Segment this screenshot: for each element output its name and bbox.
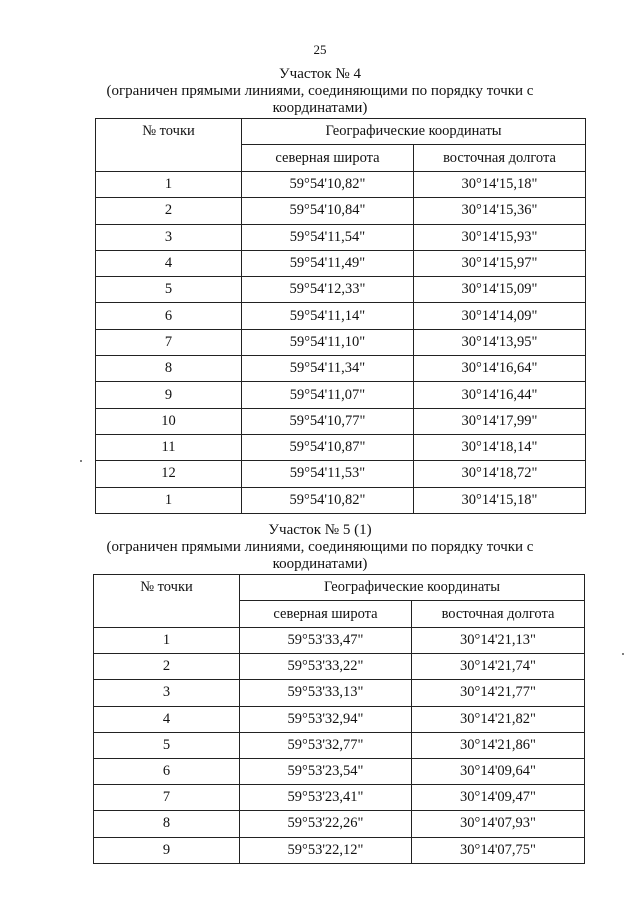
longitude-cell: 30°14'21,82" [412,706,585,732]
point-number-cell: 7 [96,329,242,355]
longitude-cell: 30°14'15,18" [414,487,586,513]
latitude-cell: 59°53'33,13" [240,680,412,706]
header-longitude: восточная долгота [412,601,585,628]
latitude-cell: 59°54'12,33" [242,277,414,303]
longitude-cell: 30°14'18,72" [414,461,586,487]
scan-speck [622,653,624,655]
point-number-cell: 12 [96,461,242,487]
table-row [94,628,585,654]
section-heading [0,66,640,117]
table-row [94,837,585,863]
latitude-cell: 59°53'22,26" [240,811,412,837]
longitude-cell: 30°14'09,64" [412,758,585,784]
point-number-cell: 6 [94,758,240,784]
table-row [96,356,586,382]
table-row [96,224,586,250]
point-number-cell: 2 [94,654,240,680]
section-title: Участок № 4 [279,66,361,82]
latitude-cell: 59°53'22,12" [240,837,412,863]
header-geo-coords: Географические координаты [240,575,585,601]
longitude-cell: 30°14'15,93" [414,224,586,250]
longitude-cell: 30°14'16,64" [414,356,586,382]
longitude-cell: 30°14'15,97" [414,250,586,276]
longitude-cell: 30°14'16,44" [414,382,586,408]
longitude-cell: 30°14'09,47" [412,785,585,811]
latitude-cell: 59°54'11,10" [242,329,414,355]
page-number: 25 [313,42,327,57]
latitude-cell: 59°53'23,41" [240,785,412,811]
latitude-cell: 59°54'10,82" [242,172,414,198]
longitude-cell: 30°14'15,09" [414,277,586,303]
point-number-cell: 11 [96,434,242,460]
point-number-cell: 9 [96,382,242,408]
table-row [96,434,586,460]
point-number-cell: 8 [94,811,240,837]
point-number-cell: 4 [96,250,242,276]
latitude-cell: 59°54'11,07" [242,382,414,408]
longitude-cell: 30°14'13,95" [414,329,586,355]
header-point-number: № точки [94,575,240,628]
point-number-cell: 4 [94,706,240,732]
section-heading [0,522,640,573]
section-subtitle: (ограничен прямыми линиями, соединяющими по порядку точки с координатами) [106,83,534,116]
header-point-number: № точки [96,119,242,172]
latitude-cell: 59°53'33,22" [240,654,412,680]
table-row [96,382,586,408]
table-row [96,198,586,224]
table-row [94,811,585,837]
longitude-cell: 30°14'21,86" [412,732,585,758]
longitude-cell: 30°14'07,75" [412,837,585,863]
table-row [96,250,586,276]
table-row [96,329,586,355]
table-row [96,461,586,487]
latitude-cell: 59°53'32,77" [240,732,412,758]
coordinates-table [93,574,585,864]
latitude-cell: 59°54'11,14" [242,303,414,329]
header-longitude: восточная долгота [414,145,586,172]
point-number-cell: 5 [96,277,242,303]
table-row [94,758,585,784]
latitude-cell: 59°54'11,53" [242,461,414,487]
latitude-cell: 59°54'10,84" [242,198,414,224]
longitude-cell: 30°14'18,14" [414,434,586,460]
longitude-cell: 30°14'14,09" [414,303,586,329]
latitude-cell: 59°53'32,94" [240,706,412,732]
header-geo-coords: Географические координаты [242,119,586,145]
point-number-cell: 6 [96,303,242,329]
table-row [94,654,585,680]
table-row [96,277,586,303]
longitude-cell: 30°14'07,93" [412,811,585,837]
latitude-cell: 59°54'10,87" [242,434,414,460]
longitude-cell: 30°14'17,99" [414,408,586,434]
scan-speck [80,460,82,462]
point-number-cell: 1 [94,628,240,654]
longitude-cell: 30°14'21,13" [412,628,585,654]
table-row [94,680,585,706]
latitude-cell: 59°54'10,77" [242,408,414,434]
header-latitude: северная широта [240,601,412,628]
section-title: Участок № 5 (1) [268,522,372,538]
section-subtitle: (ограничен прямыми линиями, соединяющими по порядку точки с координатами) [106,539,534,572]
longitude-cell: 30°14'15,36" [414,198,586,224]
point-number-cell: 5 [94,732,240,758]
table-row [96,487,586,513]
point-number-cell: 3 [94,680,240,706]
point-number-cell: 7 [94,785,240,811]
point-number-cell: 3 [96,224,242,250]
coordinates-table [95,118,586,514]
point-number-cell: 2 [96,198,242,224]
latitude-cell: 59°54'11,54" [242,224,414,250]
table-row [94,785,585,811]
longitude-cell: 30°14'21,74" [412,654,585,680]
longitude-cell: 30°14'21,77" [412,680,585,706]
latitude-cell: 59°54'10,82" [242,487,414,513]
latitude-cell: 59°53'33,47" [240,628,412,654]
latitude-cell: 59°54'11,34" [242,356,414,382]
latitude-cell: 59°54'11,49" [242,250,414,276]
point-number-cell: 10 [96,408,242,434]
table-row [94,732,585,758]
table-row [96,303,586,329]
longitude-cell: 30°14'15,18" [414,172,586,198]
point-number-cell: 1 [96,172,242,198]
point-number-cell: 8 [96,356,242,382]
table-row [94,706,585,732]
header-latitude: северная широта [242,145,414,172]
table-row [96,408,586,434]
table-row [96,172,586,198]
point-number-cell: 9 [94,837,240,863]
latitude-cell: 59°53'23,54" [240,758,412,784]
point-number-cell: 1 [96,487,242,513]
